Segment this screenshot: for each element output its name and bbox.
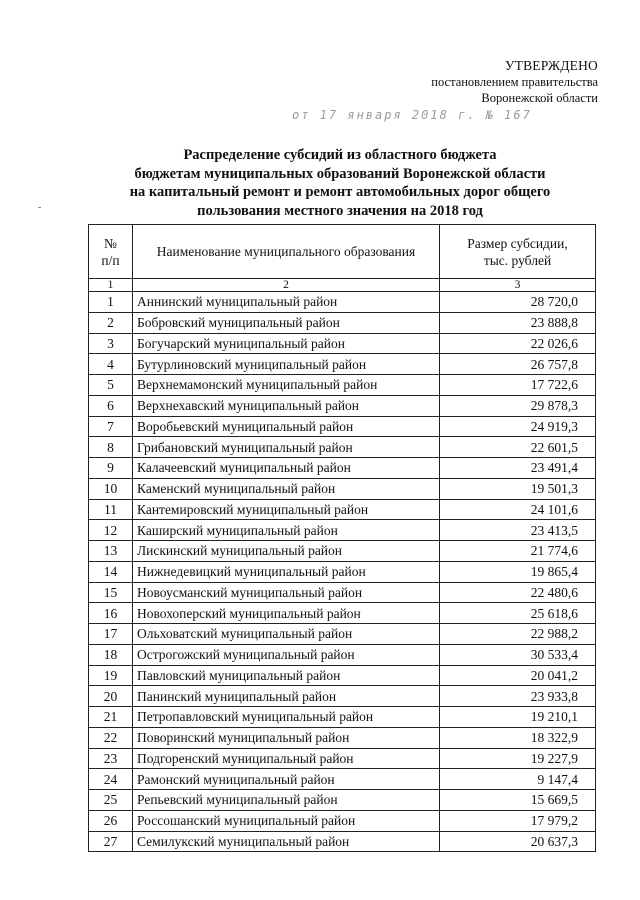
margin-mark (38, 207, 41, 208)
row-name: Воробьевский муниципальный район (133, 416, 440, 437)
row-number: 11 (89, 499, 133, 520)
row-number: 10 (89, 478, 133, 499)
header-amount-line-1: Размер субсидии, (467, 235, 568, 251)
table-row (89, 458, 596, 479)
table-row (89, 810, 596, 831)
row-name: Верхнехавский муниципальный район (133, 395, 440, 416)
row-number: 20 (89, 686, 133, 707)
row-value: 22 480,6 (440, 582, 596, 603)
header-amount-line-2: тыс. рублей (483, 252, 552, 268)
row-name: Россошанский муниципальный район (133, 810, 440, 831)
row-value: 21 774,6 (440, 541, 596, 562)
table-row (89, 665, 596, 686)
table-row (89, 312, 596, 333)
row-number: 6 (89, 395, 133, 416)
row-number: 15 (89, 582, 133, 603)
row-number: 1 (89, 292, 133, 313)
column-number-1: 1 (89, 279, 133, 292)
row-number: 17 (89, 624, 133, 645)
approval-stamp (431, 58, 598, 106)
row-name: Кантемировский муниципальный район (133, 499, 440, 520)
table-row (89, 707, 596, 728)
row-name: Грибановский муниципальный район (133, 437, 440, 458)
row-value: 24 919,3 (440, 416, 596, 437)
row-number: 7 (89, 416, 133, 437)
table-row (89, 499, 596, 520)
row-value: 22 026,6 (440, 333, 596, 354)
header-number (89, 225, 133, 279)
row-value: 20 041,2 (440, 665, 596, 686)
row-number: 3 (89, 333, 133, 354)
handwritten-date: от 17 января 2018 г. № 167 (292, 108, 532, 122)
row-name: Бутурлиновский муниципальный район (133, 354, 440, 375)
row-value: 19 501,3 (440, 478, 596, 499)
approval-line-3: Воронежской области (481, 91, 598, 105)
table-row (89, 561, 596, 582)
table-header-row (89, 225, 596, 279)
row-number: 4 (89, 354, 133, 375)
row-value: 28 720,0 (440, 292, 596, 313)
row-value: 20 637,3 (440, 831, 596, 852)
row-name: Верхнемамонский муниципальный район (133, 375, 440, 396)
table-row (89, 831, 596, 852)
table-row (89, 748, 596, 769)
table-row (89, 375, 596, 396)
row-name: Новоусманский муниципальный район (133, 582, 440, 603)
row-value: 25 618,6 (440, 603, 596, 624)
title-line-4: пользования местного значения на 2018 год (197, 202, 483, 219)
row-value: 23 933,8 (440, 686, 596, 707)
row-value: 26 757,8 (440, 354, 596, 375)
row-name: Калачеевский муниципальный район (133, 458, 440, 479)
table-row (89, 727, 596, 748)
row-number: 8 (89, 437, 133, 458)
table-row (89, 541, 596, 562)
table-row (89, 790, 596, 811)
table-row (89, 603, 596, 624)
row-number: 14 (89, 561, 133, 582)
table-row (89, 395, 596, 416)
column-number-2: 2 (133, 279, 440, 292)
row-number: 9 (89, 458, 133, 479)
row-name: Богучарский муниципальный район (133, 333, 440, 354)
title-line-3: на капитальный ремонт и ремонт автомобильных дорог общего (129, 184, 551, 200)
table-row (89, 686, 596, 707)
table-row (89, 478, 596, 499)
row-value: 17 979,2 (440, 810, 596, 831)
row-name: Подгоренский муниципальный район (133, 748, 440, 769)
row-name: Панинский муниципальный район (133, 686, 440, 707)
row-value: 24 101,6 (440, 499, 596, 520)
row-name: Бобровский муниципальный район (133, 312, 440, 333)
table-row (89, 582, 596, 603)
row-number: 2 (89, 312, 133, 333)
table-row (89, 520, 596, 541)
title-line-2: бюджетам муниципальных образований Воронежской области (134, 165, 546, 182)
row-number: 27 (89, 831, 133, 852)
row-number: 12 (89, 520, 133, 541)
approval-line-1: УТВЕРЖДЕНО (504, 58, 598, 73)
row-name: Аннинский муниципальный район (133, 292, 440, 313)
table-row (89, 644, 596, 665)
row-number: 19 (89, 665, 133, 686)
table-row (89, 292, 596, 313)
subsidy-table (88, 224, 596, 852)
approval-line-2: постановлением правительства (431, 75, 598, 89)
row-value: 30 533,4 (440, 644, 596, 665)
row-name: Петропавловский муниципальный район (133, 707, 440, 728)
row-name: Новохоперский муниципальный район (133, 603, 440, 624)
row-number: 16 (89, 603, 133, 624)
row-value: 17 722,6 (440, 375, 596, 396)
row-name: Лискинский муниципальный район (133, 541, 440, 562)
header-number-symbol: № (104, 235, 117, 251)
row-value: 22 988,2 (440, 624, 596, 645)
table-row (89, 354, 596, 375)
table-row (89, 333, 596, 354)
document-title (90, 146, 590, 220)
row-value: 18 322,9 (440, 727, 596, 748)
row-name: Павловский муниципальный район (133, 665, 440, 686)
row-number: 24 (89, 769, 133, 790)
row-value: 15 669,5 (440, 790, 596, 811)
row-name: Нижнедевицкий муниципальный район (133, 561, 440, 582)
row-name: Острогожский муниципальный район (133, 644, 440, 665)
row-name: Поворинский муниципальный район (133, 727, 440, 748)
row-value: 22 601,5 (440, 437, 596, 458)
row-value: 19 210,1 (440, 707, 596, 728)
row-number: 22 (89, 727, 133, 748)
row-name: Ольховатский муниципальный район (133, 624, 440, 645)
title-line-1: Распределение субсидий из областного бюджета (183, 147, 497, 163)
row-value: 23 413,5 (440, 520, 596, 541)
row-name: Каменский муниципальный район (133, 478, 440, 499)
row-value: 19 865,4 (440, 561, 596, 582)
row-number: 25 (89, 790, 133, 811)
column-number-row (89, 279, 596, 292)
row-value: 23 888,8 (440, 312, 596, 333)
header-amount (440, 225, 596, 279)
table-row (89, 624, 596, 645)
row-number: 13 (89, 541, 133, 562)
row-name: Рамонский муниципальный район (133, 769, 440, 790)
column-number-3: 3 (440, 279, 596, 292)
header-name: Наименование муниципального образования (133, 225, 440, 279)
row-value: 9 147,4 (440, 769, 596, 790)
row-number: 5 (89, 375, 133, 396)
row-name: Семилукский муниципальный район (133, 831, 440, 852)
row-number: 23 (89, 748, 133, 769)
row-name: Каширский муниципальный район (133, 520, 440, 541)
row-number: 26 (89, 810, 133, 831)
row-value: 19 227,9 (440, 748, 596, 769)
row-value: 23 491,4 (440, 458, 596, 479)
table-row (89, 416, 596, 437)
row-number: 18 (89, 644, 133, 665)
row-name: Репьевский муниципальный район (133, 790, 440, 811)
table-row (89, 769, 596, 790)
row-value: 29 878,3 (440, 395, 596, 416)
header-number-abbr: п/п (101, 252, 120, 268)
row-number: 21 (89, 707, 133, 728)
table-row (89, 437, 596, 458)
table-body (89, 292, 596, 852)
